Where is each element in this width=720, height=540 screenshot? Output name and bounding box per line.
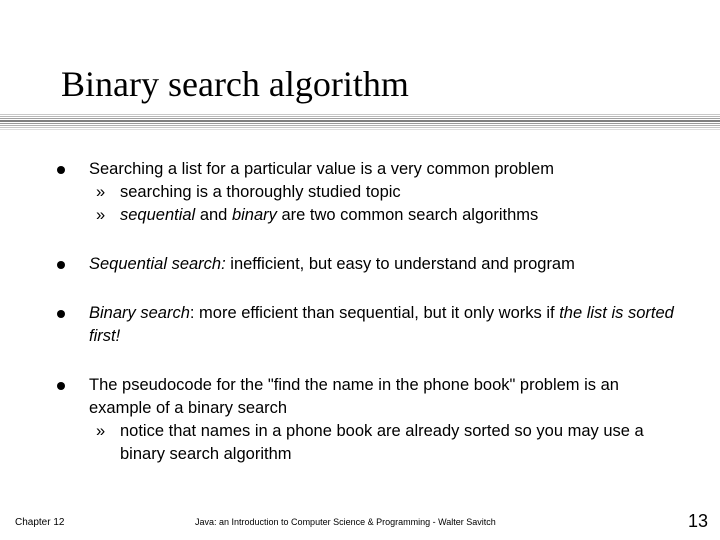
footer-chapter: Chapter 12 <box>15 517 65 528</box>
term-binary-search: Binary search <box>89 304 190 322</box>
bullet-text <box>89 253 676 276</box>
bullet-dot-icon <box>57 166 65 174</box>
bullet-dot-icon <box>57 261 65 269</box>
sub-bullet-marker: » <box>96 206 106 224</box>
bullet-dot-icon <box>57 310 65 318</box>
bullet-text <box>89 302 676 348</box>
slide-title: Binary search algorithm <box>61 64 409 104</box>
bullet-item <box>56 302 676 348</box>
sub-bullet-text: and <box>195 206 232 224</box>
bullet-text-rest: : more efficient than sequential, but it only works if <box>189 304 560 322</box>
bullet-text: The pseudocode for the "find the name in the phone book" problem is an example of a binary search <box>89 376 619 417</box>
term-binary: binary <box>231 206 277 224</box>
bullet-item <box>56 158 676 227</box>
bullet-list <box>56 158 676 466</box>
title-divider <box>0 114 720 130</box>
bullet-item <box>56 374 676 466</box>
sub-bullet-text: searching is a thoroughly studied topic <box>120 183 401 201</box>
sub-bullet-item <box>89 181 676 204</box>
sub-bullet-item <box>89 420 676 466</box>
bullet-dot-icon <box>57 382 65 390</box>
sub-bullet-marker: » <box>96 422 106 440</box>
footer-course-title: Java: an Introduction to Computer Science & Programming - Walter Savitch <box>195 517 496 527</box>
sub-bullet-text: are two common search algorithms <box>276 206 539 224</box>
bullet-text-rest: inefficient, but easy to understand and program <box>225 255 575 273</box>
sub-bullet-item <box>89 204 676 227</box>
page-number: 13 <box>688 511 709 531</box>
bullet-item <box>56 253 676 276</box>
bullet-text: Searching a list for a particular value is a very common problem <box>89 160 554 178</box>
term-sequential: sequential <box>120 206 196 224</box>
emphasis-sorted-first: the list is sorted first! <box>89 304 674 345</box>
term-sequential-search: Sequential search: <box>89 255 226 273</box>
sub-bullet-text: notice that names in a phone book are already sorted so you may use a binary search algorithm <box>120 422 644 463</box>
sub-bullet-marker: » <box>96 183 106 201</box>
